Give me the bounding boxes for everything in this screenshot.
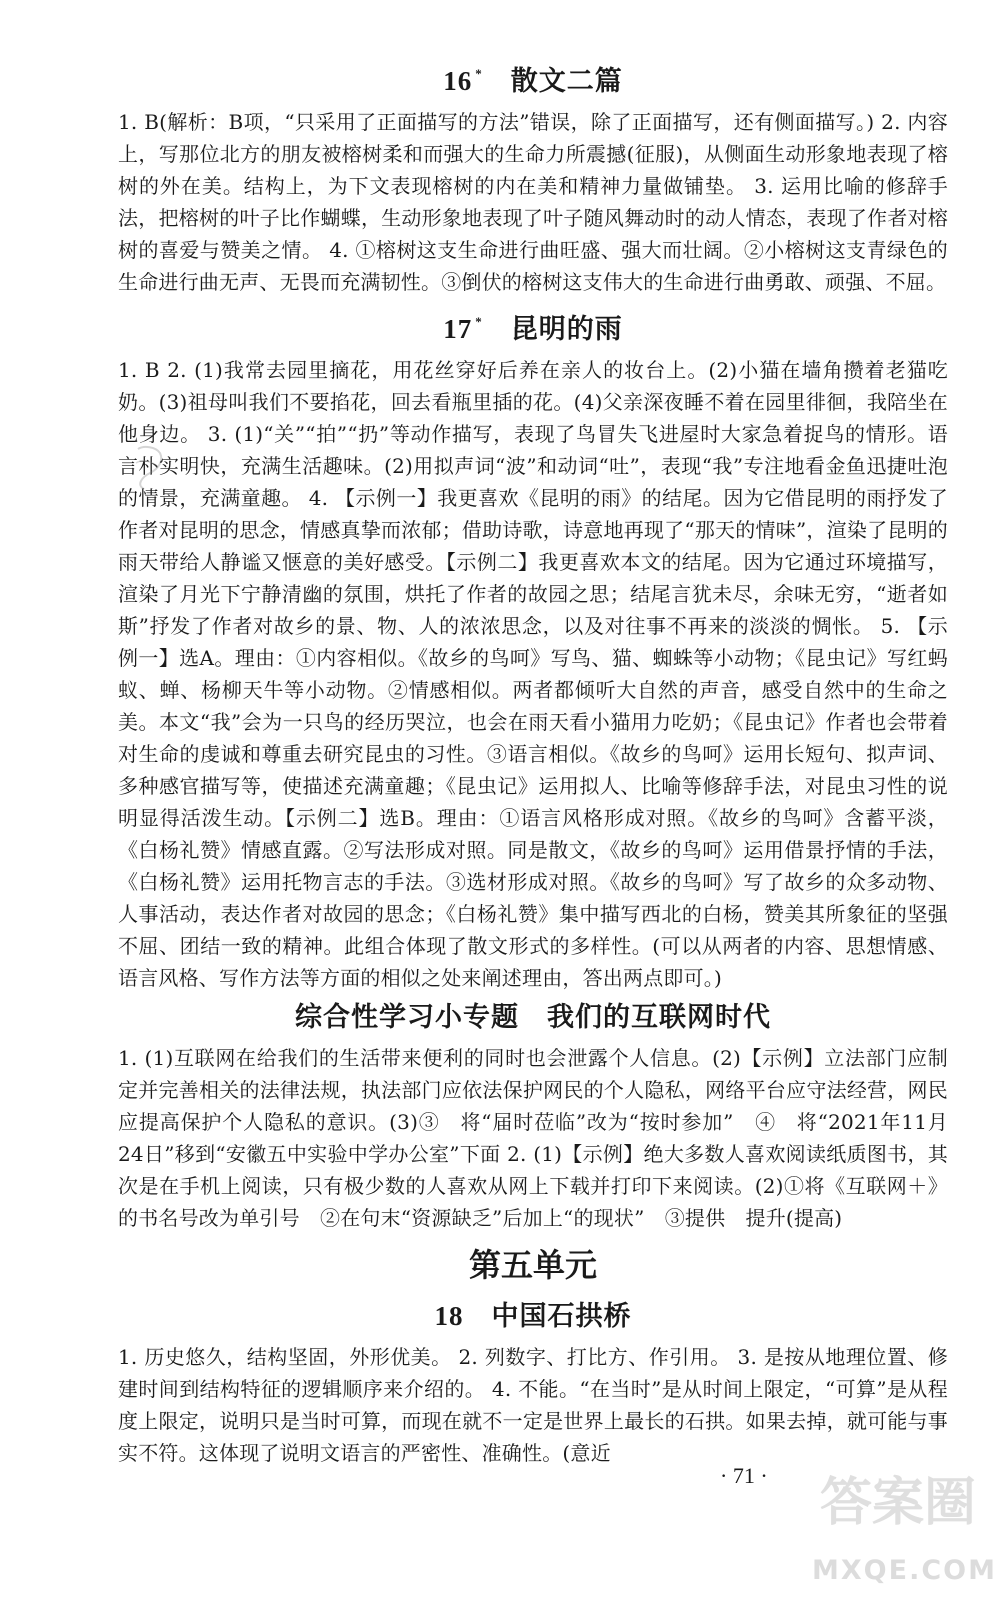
watermark-logo: 答案圈 xyxy=(820,1473,977,1533)
section-title: 散文二篇 xyxy=(510,66,623,97)
special-topic-heading xyxy=(118,994,948,1042)
section-17-heading xyxy=(118,298,948,354)
watermark xyxy=(812,1452,997,1592)
page-number: · 71 · xyxy=(720,1463,768,1488)
section-title: 综合性学习小专题 我们的互联网时代 xyxy=(295,1002,771,1033)
section-16-answers: 1. B(解析：B项，“只采用了正面描写的方法”错误，除了正面描写，还有侧面描写。) 2. 内容上，写那位北方的朋友被榕树柔和而强大的生命力所震撼(征服)，从侧面生动形象地表现了榕树的外在美。结构上，为下文表现榕树的内在美和精神力量做铺垫。 3. 运用比喻的修辞手法，把榕树的叶子比作蝴蝶，生动形象地表现了叶子随风舞动时的动人情态，表现了作者对榕树的喜爱与赞美之情。 4. ①榕树这支生命进行曲旺盛、强大而壮阔。②小榕树这支青绿色的生命进行曲无声、无畏而充满韧性。③倒伏的榕树这支伟大的生命进行曲勇敢、顽强、不屈。 xyxy=(118,110,948,294)
section-number: 17 * xyxy=(443,314,483,344)
section-18-heading xyxy=(118,1292,948,1341)
watermark-url: MXQE.COM xyxy=(812,1555,997,1586)
section-18-answers: 1. 历史悠久，结构坚固，外形优美。 2. 列数字、打比方、作引用。 3. 是按从地理位置、修建时间到结构特征的逻辑顺序来介绍的。 4. 不能。“在当时”是从时间上限定，“可算”是从程度上限定，说明只是当时可算，而现在就不一定是世界上最长的石拱。如果去掉，就可能与事实不符。这体现了说明文语言的严密性、准确性。(意近 xyxy=(118,1345,948,1465)
unit-title: 第五单元 xyxy=(468,1246,597,1284)
section-16-heading xyxy=(118,50,948,106)
page-content xyxy=(118,50,948,1469)
ink-stamp-icon xyxy=(130,443,170,493)
section-17-answers: 1. B 2. (1)我常去园里摘花，用花丝穿好后养在亲人的妆台上。(2)小猫在墙角攒着老猫吃奶。(3)祖母叫我们不要掐花，回去看瓶里插的花。(4)父亲深夜睡不着在园里徘徊，我陪坐在他身边。 3. (1)“关”“拍”“扔”等动作描写，表现了鸟冒失飞进屋时大家急着捉鸟的情形。语言朴实明快，充满生活趣味。(2)用拟声词“波”和动词“吐”，表现“我”专注地看金鱼迅捷吐泡的情景，充满童趣。 4. 【示例一】我更喜欢《昆明的雨》的结尾。因为它借昆明的雨抒发了作者对昆明的思念，情感真挚而浓郁；借助诗歌，诗意地再现了“那天的情味”，渲染了昆明的雨天带给人静谧又惬意的美好感受。【示例二】我更喜欢本文的结尾。因为它通过环境描写，渲染了月光下宁静清幽的氛围，烘托了作者的故园之思；结尾言犹未尽，余味无穷，“逝者如斯”抒发了作者对故乡的景、物、人的浓浓思念，以及对往事不再来的淡淡的惆怅。 5. 【示例一】选A。理由：①内容相似。《故乡的鸟呵》写鸟、猫、蜘蛛等小动物；《昆虫记》写红蚂蚁、蝉、杨柳天牛等小动物。②情感相似。两者都倾听大自然的声音，感受自然中的生命之美。本文“我”会为一只鸟的经历哭泣，也会在雨天看小猫用力吃奶；《昆虫记》作者也会带着对生命的虔诚和尊重去研究昆虫的习性。③语言相似。《故乡的鸟呵》运用长短句、拟声词、多种感官描写等，使描述充满童趣；《昆虫记》运用拟人、比喻等修辞手法，对昆虫习性的说明显得活泼生动。【示例二】选B。理由：①语言风格形成对照。《故乡的鸟呵》含蓄平淡，《白杨礼赞》情感直露。②写法形成对照。同是散文，《故乡的鸟呵》运用借景抒情的手法，《白杨礼赞》运用托物言志的手法。③选材形成对照。《故乡的鸟呵》写了故乡的众多动物、人事活动，表达作者对故园的思念；《白杨礼赞》集中描写西北的白杨，赞美其所象征的坚强不屈、团结一致的精神。此组合体现了散文形式的多样性。(可以从两者的内容、思想情感、语言风格、写作方法等方面的相似之处来阐述理由，答出两点即可。) xyxy=(118,358,948,990)
section-title: 昆明的雨 xyxy=(510,314,623,345)
section-number: 16 * xyxy=(443,66,483,96)
special-topic-answers: 1. (1)互联网在给我们的生活带来便利的同时也会泄露个人信息。(2)【示例】立法部门应制定并完善相关的法律法规，执法部门应依法保护网民的个人隐私，网络平台应守法经营，网民应提高保护个人隐私的意识。(3)③ 将“届时莅临”改为“按时参加” ④ 将“2021年11月24日”移到“安徽五中实验中学办公室”下面 2. (1)【示例】绝大多数人喜欢阅读纸质图书，其次是在手机上阅读，只有极少数的人喜欢从网上下载并打印下来阅读。(2)①将《互联网＋》的书名号改为单引号 ②在句末“资源缺乏”后加上“的现状” ③提供 提升(提高) xyxy=(118,1046,948,1230)
section-number: 18 xyxy=(434,1301,464,1331)
section-title: 中国石拱桥 xyxy=(491,1301,632,1332)
